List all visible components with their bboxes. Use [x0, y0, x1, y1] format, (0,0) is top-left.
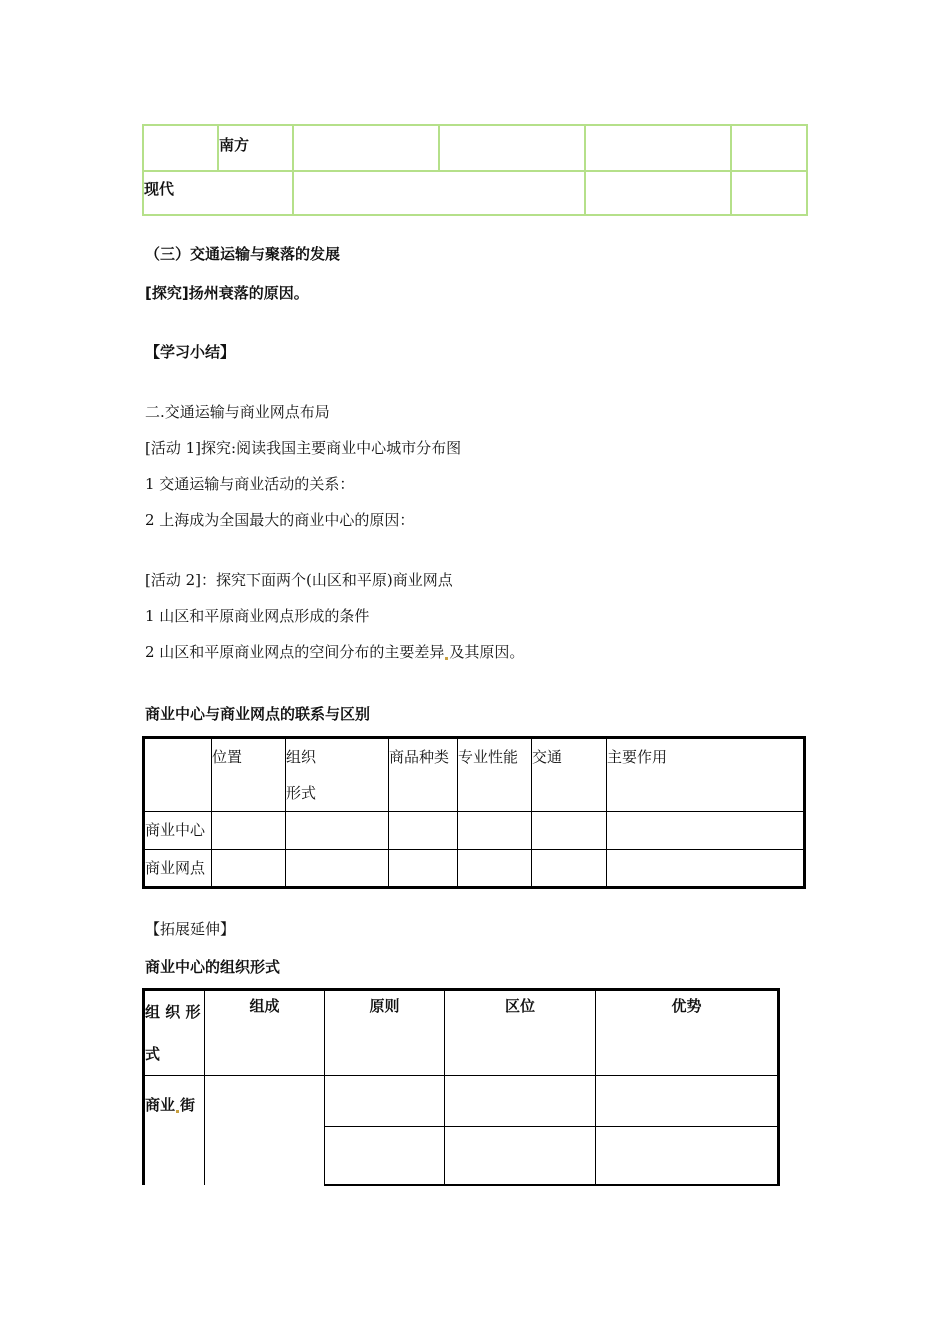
table-organization-forms — [142, 988, 780, 1186]
table-cell — [325, 1127, 445, 1185]
activity2 — [145, 569, 453, 590]
table-cell — [325, 1076, 445, 1127]
learning-summary-heading: 【学习小结】 — [145, 343, 236, 361]
header-organization-form — [286, 738, 389, 812]
row-label-center: 商业中心 — [144, 812, 212, 850]
table-cell — [205, 1076, 325, 1185]
row-label-street-text: 商业 — [145, 1096, 176, 1114]
table-cell — [731, 171, 807, 215]
section-two-title: 二.交通运输与商业网点布局 — [145, 403, 330, 421]
activity1-question2: 2 上海成为全国最大的商业中心的原因： — [145, 511, 415, 529]
row-label-south: 南方 — [218, 125, 293, 171]
header-form-line2: 式 — [145, 1045, 161, 1063]
table-cell — [144, 738, 212, 812]
activity2-question2: 2 山区和平原商业网点的空间分布的主要差异 及其原因。 — [145, 643, 525, 661]
table-cell — [445, 1076, 596, 1127]
extension-heading: 【拓展延伸】 — [145, 920, 236, 938]
header-goods-types: 商品种类 — [389, 738, 458, 812]
activity2-question2-text: 2 山区和平原商业网点的空间分布的主要差异 — [145, 643, 445, 661]
table-cell — [293, 125, 439, 171]
header-specialization: 专业性能 — [458, 738, 532, 812]
activity1-label: [活动 1] — [145, 439, 202, 457]
table2-title: 商业中心与商业网点的联系与区别 — [145, 705, 371, 723]
table-cell — [143, 125, 218, 171]
row-label-street — [144, 1076, 205, 1185]
header-composition: 组成 — [205, 990, 325, 1076]
header-main-function: 主要作用 — [607, 738, 805, 812]
table-cell — [439, 125, 585, 171]
activity2-question2-tail: 及其原因 — [449, 643, 510, 661]
table-cell — [293, 171, 585, 215]
explore-yangzhou — [145, 282, 309, 303]
header-location: 区位 — [445, 990, 596, 1076]
explore-text: [探究]扬州衰落的原因。 — [145, 284, 309, 302]
header-principle: 原则 — [325, 990, 445, 1076]
activity1-question1: 1 交通运输与商业活动的关系： — [145, 475, 355, 493]
table-cell — [445, 1127, 596, 1185]
header-advantage: 优势 — [596, 990, 779, 1076]
table-cell — [585, 171, 731, 215]
header-organization-line1: 组织 — [286, 748, 317, 766]
mark-dot — [445, 657, 448, 660]
activity1-text: 探究:阅读我国主要商业中心城市分布图 — [201, 439, 462, 457]
row-label-street-tail: 街 — [180, 1096, 196, 1114]
activity1 — [145, 437, 461, 458]
activity2-question1: 1 山区和平原商业网点形成的条件 — [145, 607, 370, 625]
table-cell — [596, 1076, 779, 1127]
table-cell — [596, 1127, 779, 1185]
table-cell — [585, 125, 731, 171]
section-heading-transport-settlement: （三）交通运输与聚落的发展 — [145, 245, 341, 263]
activity2-text: ：探究下面两个(山区和平原)商业网点 — [201, 571, 453, 589]
header-form-line1: 组 织 形 — [145, 1003, 201, 1021]
row-label-network: 商业网点 — [144, 850, 212, 888]
table-center-vs-network — [142, 736, 806, 889]
header-location: 位置 — [212, 738, 286, 812]
table-cell — [731, 125, 807, 171]
header-transport: 交通 — [532, 738, 607, 812]
mark-dot — [176, 1110, 179, 1113]
header-organization-line2: 形式 — [286, 784, 317, 802]
header-form — [144, 990, 205, 1076]
table3-title: 商业中心的组织形式 — [145, 958, 281, 976]
activity2-label: [活动 2] — [145, 571, 202, 589]
table-history-commerce — [142, 124, 808, 216]
row-label-modern: 现代 — [143, 171, 293, 215]
